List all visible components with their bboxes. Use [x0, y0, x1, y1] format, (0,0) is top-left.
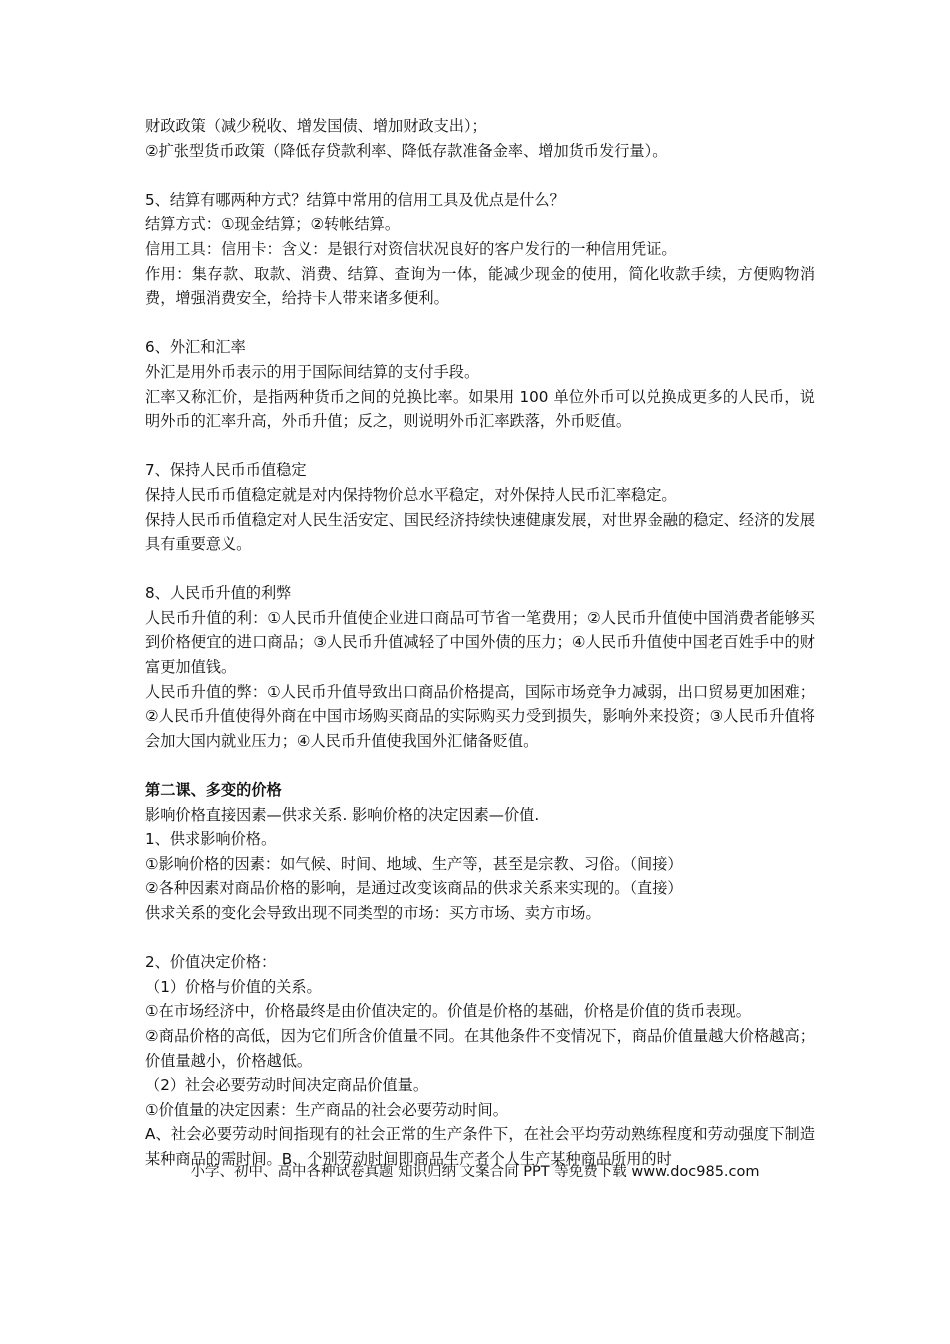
paragraph-line: 影响价格直接因素—供求关系. 影响价格的决定因素—价值. [145, 805, 540, 824]
paragraph-line: ②商品价格的高低，因为它们所含价值量不同。在其他条件不变情况下，商品价值量越大价格越高；价值量越小，价格越低。 [145, 1026, 815, 1070]
paragraph-line: ①在市场经济中，价格最终是由价值决定的。价值是价格的基础，价格是价值的货币表现。 [145, 1002, 751, 1021]
paragraph-line: 保持人民币币值稳定就是对内保持物价总水平稳定，对外保持人民币汇率稳定。 [145, 485, 677, 504]
paragraph-line: 人民币升值的弊：①人民币升值导致出口商品价格提高，国际市场竞争力减弱，出口贸易更加困难；②人民币升值使得外商在中国市场购买商品的实际购买力受到损失，影响外来投资；③人民币升值将会加大国内就业压力；④人民币升值使我国外汇储备贬值。 [145, 682, 815, 750]
paragraph-line: 供求关系的变化会导致出现不同类型的市场：买方市场、卖方市场。 [145, 904, 601, 922]
paragraph-line: 保持人民币币值稳定对人民生活安定、国民经济持续快速健康发展，对世界金融的稳定、经济的发展具有重要意义。 [145, 510, 815, 554]
paragraph-line: ②各种因素对商品价格的影响，是通过改变该商品的供求关系来实现的。（直接） [145, 879, 683, 898]
section-heading-value: 2、价值决定价格： [145, 953, 277, 972]
paragraph-line: 汇率又称汇价，是指两种货币之间的兑换比率。如果用 100 单位外币可以兑换成更多的人民币，说明外币的汇率升高，外币升值；反之，则说明外币汇率跌落，外币贬值。 [145, 387, 815, 431]
section-heading-8: 8、人民币升值的利弊 [145, 584, 292, 603]
paragraph-line: ①影响价格的因素：如气候、时间、地域、生产等，甚至是宗教、习俗。（间接） [145, 854, 683, 873]
paragraph-line: 财政政策（减少税收、增发国债、增加财政支出）； [145, 117, 487, 135]
paragraph-line: A、社会必要劳动时间指现有的社会正常的生产条件下，在社会平均劳动熟练程度和劳动强度下制造某种商品的需时间。B、个别劳动时间即商品生产者个人生产某种商品所用的时 [145, 1125, 815, 1168]
paragraph-line: （2）社会必要劳动时间决定商品价值量。 [145, 1076, 429, 1095]
section-heading-5: 5、结算有哪两种方式？结算中常用的信用工具及优点是什么？ [145, 190, 565, 209]
paragraph-line: 作用：集存款、取款、消费、结算、查询为一体，能减少现金的使用，简化收款手续，方便购物消费，增强消费安全，给持卡人带来诸多便利。 [145, 264, 815, 308]
paragraph-line: 外汇是用外币表示的用于国际间结算的支付手段。 [145, 362, 480, 381]
lesson-title: 第二课、多变的价格 [145, 781, 282, 800]
document-body [145, 114, 815, 1172]
page-footer: 小学、初中、高中各种试卷真题 知识归纳 文案合同 PPT 等免费下载 www.doc985.com [190, 1164, 760, 1180]
section-heading-6: 6、外汇和汇率 [145, 338, 246, 357]
paragraph-line: （1）价格与价值的关系。 [145, 977, 322, 996]
paragraph-line: 信用工具：信用卡：含义：是银行对资信状况良好的客户发行的一种信用凭证。 [145, 239, 677, 258]
paragraph-line: 人民币升值的利：①人民币升值使企业进口商品可节省一笔费用；②人民币升值使中国消费者能够买到价格便宜的进口商品；③人民币升值减轻了中国外债的压力；④人民币升值使中国老百姓手中的财富更加值钱。 [145, 608, 815, 677]
paragraph-line: ②扩张型货币政策（降低存贷款利率、降低存款准备金率、增加货币发行量）。 [145, 141, 668, 160]
paragraph-line: ①价值量的决定因素：生产商品的社会必要劳动时间。 [145, 1100, 508, 1119]
paragraph-line: 1、供求影响价格。 [145, 830, 277, 849]
paragraph-line: 结算方式：①现金结算；②转帐结算。 [145, 215, 401, 234]
section-heading-7: 7、保持人民币币值稳定 [145, 461, 307, 480]
